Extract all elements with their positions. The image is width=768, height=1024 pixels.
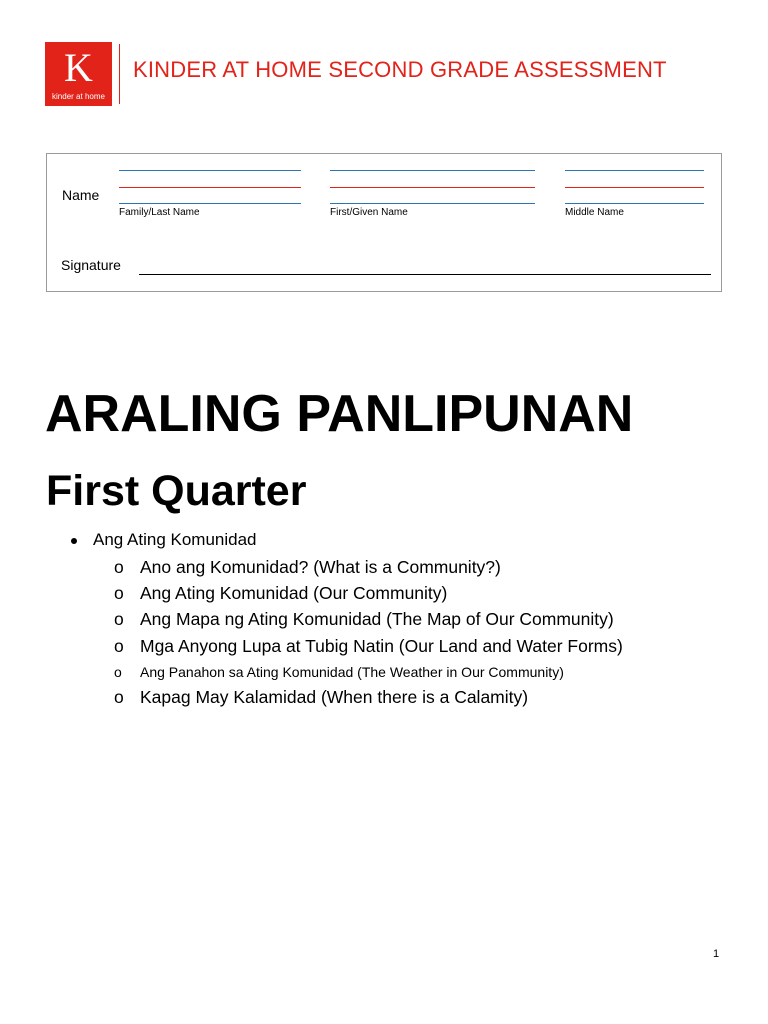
- kinder-at-home-logo: [45, 42, 112, 106]
- subtopic-text: Ang Ating Komunidad (Our Community): [140, 583, 448, 603]
- writing-guide-base-line: [565, 203, 704, 204]
- name-label: Name: [62, 187, 100, 203]
- circle-bullet-icon: o: [114, 609, 124, 629]
- last-name-caption: Family/Last Name: [119, 207, 200, 218]
- subject-title: ARALING PANLIPUNAN: [45, 385, 634, 443]
- writing-guide-mid-line: [119, 187, 301, 188]
- subtopic-text: Ang Panahon sa Ating Komunidad (The Weather in Our Community): [140, 664, 564, 680]
- last-name-field[interactable]: [119, 169, 301, 224]
- name-signature-box: [46, 153, 722, 292]
- middle-name-caption: Middle Name: [565, 207, 624, 218]
- writing-guide-top-line: [565, 170, 704, 171]
- writing-guide-top-line: [119, 170, 301, 171]
- bullet-icon: [71, 538, 77, 544]
- writing-guide-mid-line: [330, 187, 535, 188]
- first-name-caption: First/Given Name: [330, 207, 408, 218]
- middle-name-field[interactable]: [565, 169, 704, 224]
- quarter-title: First Quarter: [46, 467, 307, 515]
- writing-guide-mid-line: [565, 187, 704, 188]
- document-header-title: KINDER AT HOME SECOND GRADE ASSESSMENT: [133, 57, 667, 82]
- signature-label: Signature: [61, 257, 121, 273]
- page-number: 1: [713, 948, 720, 960]
- subtopic-text: Ano ang Komunidad? (What is a Community?): [140, 557, 501, 577]
- first-name-field[interactable]: [330, 169, 535, 224]
- subtopic-text: Mga Anyong Lupa at Tubig Natin (Our Land and Water Forms): [140, 636, 623, 656]
- header-divider: [119, 44, 120, 104]
- topic-label: Ang Ating Komunidad: [93, 530, 257, 549]
- subtopic-text: Ang Mapa ng Ating Komunidad (The Map of Our Community): [140, 609, 614, 629]
- logo-letter: K: [64, 45, 93, 90]
- circle-bullet-icon: o: [114, 557, 124, 577]
- circle-bullet-icon: o: [114, 636, 124, 656]
- circle-bullet-icon: o: [114, 583, 124, 603]
- logo-caption: kinder at home: [52, 92, 105, 101]
- circle-bullet-icon: o: [114, 664, 122, 680]
- writing-guide-top-line: [330, 170, 535, 171]
- writing-guide-base-line: [330, 203, 535, 204]
- circle-bullet-icon: o: [114, 687, 124, 707]
- writing-guide-base-line: [119, 203, 301, 204]
- signature-line[interactable]: [139, 274, 711, 275]
- subtopic-text: Kapag May Kalamidad (When there is a Calamity): [140, 687, 529, 707]
